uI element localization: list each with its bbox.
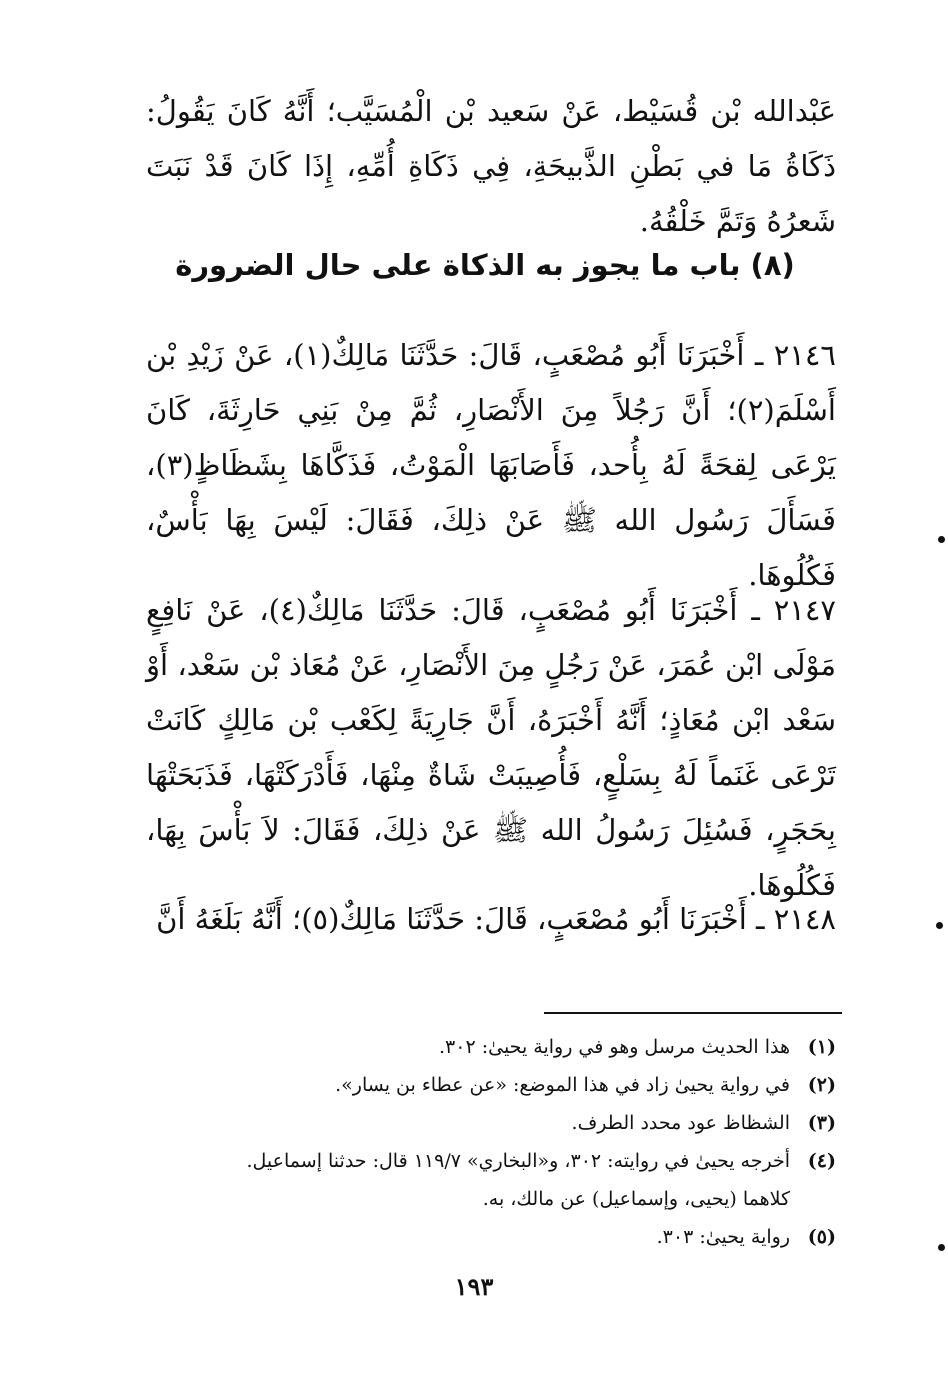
- hadith-2148: ٢١٤٨ ـ أَخْبَرَنَا أَبُو مُصْعَبٍ، قَالَ: حَدَّثَنَا مَالِكٌ(٥)؛ أَنَّهُ بَلَغَهُ أَنَّ: [156, 902, 836, 936]
- footnote-3: [146, 1104, 836, 1142]
- page-number: ١٩٣: [454, 1272, 494, 1301]
- footnote-text: أخرجه يحيىٰ في روايته: ٣٠٢، و«البخاري» ١١٩/٧ قال: حدثنا إسماعيل.: [246, 1150, 790, 1172]
- footnote-1: [146, 1028, 836, 1066]
- hadith-2147: ٢١٤٧ ـ أَخْبَرَنَا أَبُو مُصْعَبٍ، قَالَ: حَدَّثَنَا مَالِكٌ(٤)، عَنْ نَافِعٍ مَوْلَى ابْن عُمَرَ، عَنْ رَجُلٍ مِنَ الأَنْصَارِ، عَنْ مُعَاذ بْن سَعْد، أَوْ سَعْد ابْن مُعَاذٍ؛ أَنَّهُ أَخْبَرَهُ، أَنَّ جَارِيَةً لِكَعْب بْن مَالِكٍ كَانَتْ تَرْعَى غَنَماً لَهُ بِسَلْعٍ، فَأُصِيبَتْ شَاةٌ مِنْهَا، فَأَدْرَكَتْهَا، فَذَبَحَتْهَا بِحَجَرٍ، فَسُئِلَ رَسُولُ الله ﷺ عَنْ ذلِكَ، فَقَالَ: لاَ بَأْسَ بِهَا، فَكُلُوهَا.: [146, 593, 837, 902]
- footnote-2: [146, 1066, 836, 1104]
- footnote-4: [146, 1142, 836, 1180]
- footnote-number: (٣): [807, 1112, 836, 1134]
- chapter-heading: (٨) باب ما يجوز به الذكاة على حال الضرورة: [175, 248, 795, 282]
- footnote-5: [146, 1218, 836, 1256]
- paragraph-continuation: عَبْدالله بْن قُسَيْط، عَنْ سَعيد بْن الْمُسَيَّب؛ أَنَّهُ كَانَ يَقُولُ: ذَكَاةُ مَا في بَطْنِ الذَّبيحَةِ، فِي ذَكَاةِ أُمِّهِ، إِذَا كَانَ قَدْ نَبَتَ شَعرُهُ وَتَمَّ خَلْقُهُ.: [146, 94, 836, 238]
- footnote-number: (٢): [807, 1074, 836, 1096]
- footnote-text: هذا الحديث مرسل وهو في رواية يحيىٰ: ٣٠٢.: [439, 1036, 790, 1058]
- footnote-number: (١): [807, 1036, 836, 1058]
- footnote-text: رواية يحيىٰ: ٣٠٣.: [656, 1226, 790, 1248]
- footnote-4-continuation: كلاهما (يحيى، وإسماعيل) عن مالك، به.: [482, 1188, 790, 1210]
- margin-mark: [938, 536, 945, 543]
- footnote-number: (٥): [807, 1226, 836, 1248]
- footnotes-list: [146, 1028, 836, 1256]
- footnote-text: الشظاظ عود محدد الطرف.: [571, 1112, 790, 1134]
- footnote-separator: [544, 1012, 842, 1014]
- footnote-text: في رواية يحيىٰ زاد في هذا الموضع: «عن عطاء بن يسار».: [335, 1074, 790, 1096]
- footnote-number: (٤): [807, 1150, 836, 1172]
- margin-mark: [936, 922, 943, 929]
- margin-mark: [938, 1244, 945, 1251]
- hadith-2146: ٢١٤٦ ـ أَخْبَرَنَا أَبُو مُصْعَبٍ، قَالَ: حَدَّثَنَا مَالِكٌ(١)، عَنْ زَيْدِ بْن أَسْلَمَ(٢)؛ أَنَّ رَجُلاً مِنَ الأَنْصَارِ، ثُمَّ مِنْ بَنِي حَارِثَةَ، كَانَ يَرْعَى لِقحَةً لَهُ بِأُحد، فَأَصَابَهَا الْمَوْتُ، فَذَكَّاهَا بِشَظَاظٍ(٣)، فَسَأَلَ رَسُول الله ﷺ عَنْ ذلِكَ، فَقَالَ: لَيْسَ بِهَا بَأْسٌ، فَكُلُوهَا.: [146, 338, 836, 592]
